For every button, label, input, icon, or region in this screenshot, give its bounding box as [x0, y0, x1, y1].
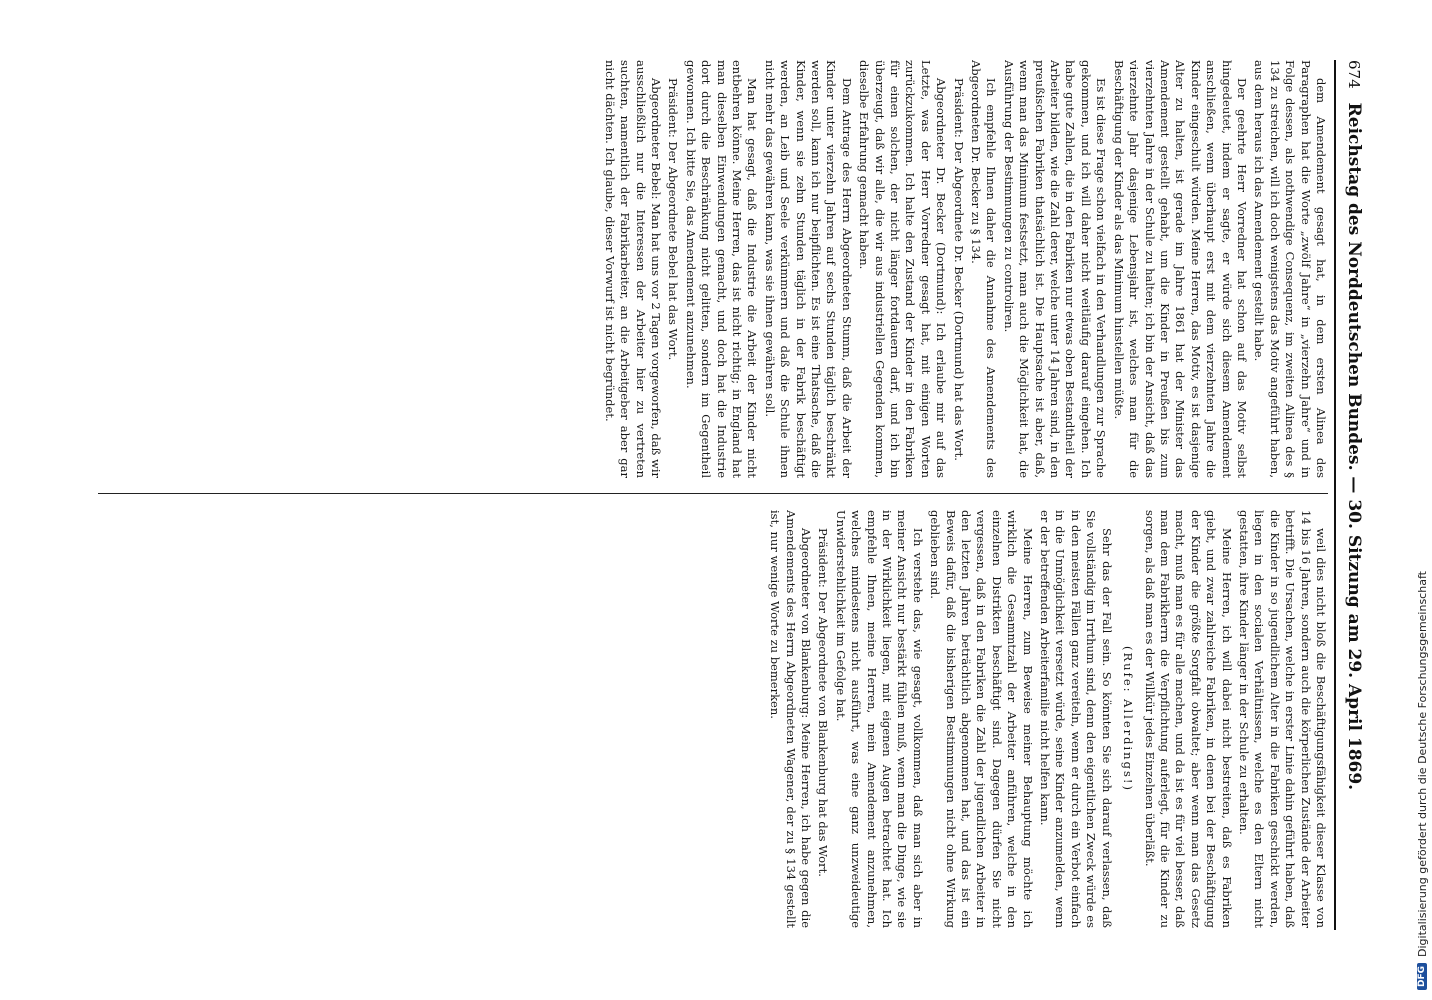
column-divider [98, 493, 1328, 494]
paragraph: Abgeordneter Bebel: Man hat uns vor 2 Tagen vorgeworfen, daß wir ausschließlich nur die Interessen der Arbeiter hier zu vertreten suchten, namentlich der Fabrikarbeiter, an die Arbeitgeber aber gar nicht dächten. Ich glaube, dieser Vorwurf ist nicht begründet. [602, 60, 663, 478]
paragraph: Abgeordneter von Blankenburg: Meine Herren, ich habe gegen die Amendements des Herrn Abgeordneten Wagener, der zu § 134 gestellt ist, nur wenige Worte zu bemerken. [768, 510, 813, 928]
speaker-line: Präsident: Der Abgeordnete Dr. Becker (Dortmund) hat das Wort. [951, 78, 966, 461]
left-column [98, 60, 1328, 478]
paragraph: Sehr das der Fall sein. So könnten Sie sich darauf verlassen, daß Sie vollständig im Irrthum sind, denn den eigentlichen Zweck würde es in den meisten Fällen ganz vereiteln, wenn er durch ein Verbot einfach in die Unmöglichkeit versetzt würde, seine Kinder anzumelden, wenn er der betreffenden Arbeiterfamilie nicht helfen kann. [1038, 510, 1114, 928]
paragraph: dem Amendement gesagt hat, in dem ersten Alinea des Paragraphen hat die Worte „zwölf Jahre“ in „vierzehn Jahre“ und in Folge dessen, als nothwendige Consequenz, im zweiten Alinea des § 134 zu streichen, will ich doch wenigstens das Motiv angeführt haben, aus dem heraus ich das Amendement gestellt habe. [1252, 60, 1328, 478]
page-title: Reichstag des Norddeutschen Bundes. — 30. Sitzung am 29. April 1869. [1344, 102, 1364, 791]
digitization-credit [1414, 10, 1430, 990]
credit-text: Digitalisierung gefördert durch die Deutsche Forschungsgemeinschaft [1415, 571, 1429, 957]
paragraph: Es ist diese Frage schon vielfach in den Verhandlungen zur Sprache gekommen, und ich will daher nicht weitläufig darauf eingehen. Ich habe gute Zahlen, die in den Fabriken nur etwas oben Bestandtheil der Arbeiter bilden, wie die Zahl derer, welche unter 14 Jahren sind, in den preußischen Fabriken thatsächlich ist. Die Hauptsache ist aber, daß, wenn man das Minimum festsetzt, man auch die Möglichkeit hat, die Ausführung der Bestimmungen zu controliren. [1001, 60, 1109, 478]
dfg-logo: DFG [1417, 963, 1427, 990]
paragraph: Abgeordneter Dr. Becker (Dortmund): Ich erlaube mir auf das Letzte, was der Herr Vorredner gesagt hat, mit einigen Worten zurückzukommen. Ich halte den Zustand der Kinder in den Fabriken für einen solchen, der nicht länger fortdauern darf, und ich bin überzeugt, daß wir alle, die wir aus industriellen Gegenden kommen, dieselbe Erfahrung gemacht haben. [857, 60, 949, 478]
paragraph: Meine Herren, zum Beweise meiner Behauptung möchte ich wirklich die Gesammtzahl der Arbeiter anführen, welche in den einzelnen Distrikten beschäftigt sind. Dagegen dürfen Sie nicht vergessen, daß in den Fabriken die Zahl der jugendlichen Arbeiter in den letzten Jahren beträchtlich abgenommen hat, und das ist ein Beweis dafür, daß die bisherigen Bestimmungen nicht ohne Wirkung geblieben sind. [928, 510, 1035, 928]
paragraph: Meine Herren, ich will dabei nicht bestreiten, daß es Fabriken giebt, und zwar zahlreiche Fabriken, in denen bei der Beschäftigung der Kinder die größte Sorgfalt obwaltet; aber wenn man das Gesetz macht, muß man es für alle machen, und da ist es für viel besser, daß man dem Fabrikherrn die Verpflichtung auferlegt, für die Kinder zu sorgen, als daß man es der Willkür jedes Einzelnen überläßt. [1142, 510, 1234, 928]
speaker-line: Präsident: Der Abgeordnete Bebel hat das Wort. [666, 78, 681, 361]
paragraph: Ich verstehe das, wie gesagt, vollkommen, daß man sich aber in meiner Ansicht nur bestärkt fühlen muß, wenn man die Dinge, wie sie in der Wirklichkeit liegen, mit eigenen Augen betrachtet hat. Ich empfehle Ihnen, meine Herren, mein Amendement anzunehmen, welches mindestens nicht ausführt, was eine ganz unzweideutige Unwiderstehlichkeit im Gefolge hat. [833, 510, 925, 928]
paragraph: Man hat gesagt, daß die Industrie die Arbeit der Kinder nicht entbehren könne. Meine Herren, das ist nicht richtig; in England hat man dieselben Einwendungen gemacht, und doch hat die Industrie dort durch die Beschränkung nicht gelitten, sondern im Gegentheil gewonnen. Ich bitte Sie, das Amendement anzunehmen. [683, 60, 760, 478]
page-header [1334, 60, 1372, 930]
paragraph: Der geehrte Herr Vorredner hat schon auf das Motiv selbst hingedeutet, indem er sagte, er würde sich diesem Amendement anschließen, wenn überhaupt erst mit dem vierzehnten Jahre die Kinder eingeschult würden. Meine Herren, das Motiv, es ist dasjenige Alter zu halten, ist gerade im Jahre 1861 hat der Minister das Amendement gestellt gehabt, um die Kinder in Preußen bis zum vierzehnten Jahre in der Schule zu halten; ich bin der Ansicht, daß das vierzehnte Jahr dasjenige Lebensjahr ist, welches man für die Beschäftigung der Kinder als das Minimum hinstellen müßte. [1111, 60, 1249, 478]
paragraph: Ich empfehle Ihnen daher die Annahme des Amendements des Abgeordneten Dr. Becker zu § 134. [969, 60, 999, 478]
paragraph: weil dies nicht bloß die Beschäftigungsfähigkeit dieser Klasse von 14 bis 16 Jahren, sondern auch die körperlichen Zustände der Arbeiter betrifft. Die Ursachen, welche in erster Linie dahin geführt haben, daß die Kinder in so jugendlichem Alter in die Fabriken geschickt werden, liegen in den socialen Verhältnissen, welche es den Eltern nicht gestatten, ihre Kinder länger in der Schule zu erhalten. [1236, 510, 1328, 928]
speaker-line: Präsident: Der Abgeordnete von Blankenburg hat das Wort. [816, 528, 831, 877]
right-column [98, 510, 1328, 928]
interjection: (Rufe: Allerdings!) [1121, 646, 1136, 792]
paragraph: Dem Antrage des Herrn Abgeordneten Stumm, daß die Arbeit der Kinder unter vierzehn Jahren auf sechs Stunden täglich beschränkt werden soll, kann ich nur beipflichten. Es ist eine Thatsache, daß die Kinder, wenn sie zehn Stunden täglich in der Fabrik beschäftigt werden, an Leib und Seele verkümmern und daß die Schule ihnen nicht mehr das gewähren kann, was sie ihnen gewähren soll. [762, 60, 854, 478]
page-number: 674 [1345, 60, 1363, 89]
